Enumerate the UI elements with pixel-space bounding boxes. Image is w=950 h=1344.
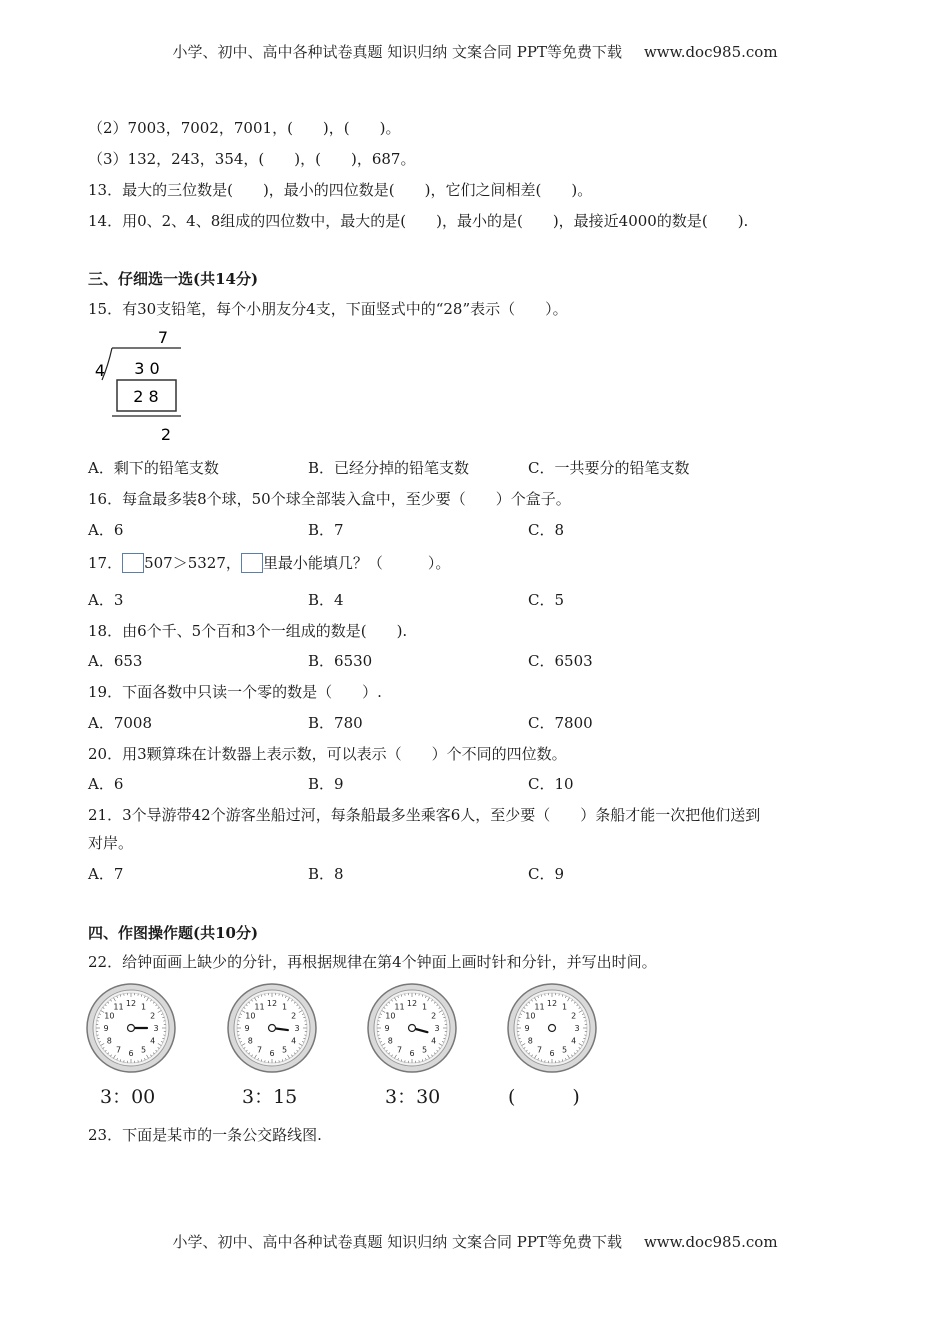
clock-number: 9 xyxy=(384,1024,390,1033)
clock-number: 8 xyxy=(527,1036,533,1046)
q18-option-a[interactable]: A．653 xyxy=(88,652,143,670)
page-header xyxy=(0,41,950,62)
q19-option-a[interactable]: A．7008 xyxy=(88,714,153,732)
q15-option-a[interactable]: A．剩下的铅笔支数 xyxy=(88,459,219,477)
section-3-title: 三、仔细选一选(共14分) xyxy=(88,270,259,288)
clock-number: 6 xyxy=(409,1049,415,1058)
clock-number: 2 xyxy=(291,1011,297,1021)
q20-option-a[interactable]: A．6 xyxy=(88,775,124,793)
clock-face-2 xyxy=(224,980,320,1076)
clock-number: 9 xyxy=(103,1024,109,1033)
question-13: 13．最大的三位数是( )，最小的四位数是( )，它们之间相差( )。 xyxy=(88,181,593,199)
question-23-stem: 23．下面是某市的一条公交路线图. xyxy=(88,1126,322,1144)
page-footer xyxy=(0,1231,950,1252)
q17-option-b[interactable]: B．4 xyxy=(308,591,344,609)
clock-number: 8 xyxy=(106,1036,112,1046)
clock-number: 12 xyxy=(406,999,418,1008)
clock-number: 10 xyxy=(245,1011,256,1021)
clock-number: 12 xyxy=(125,999,137,1008)
q17-blank-box-ref xyxy=(241,553,263,573)
q21-option-b[interactable]: B．8 xyxy=(308,865,344,883)
question-15-stem: 15．有30支铅笔，每个小朋友分4支，下面竖式中的“28”表示（ ）。 xyxy=(88,300,568,318)
clock-face-1 xyxy=(83,980,179,1076)
clock-center-pin xyxy=(269,1025,276,1032)
q18-option-c[interactable]: C．6503 xyxy=(528,652,593,670)
question-16-stem: 16．每盒最多装8个球，50个球全部装入盒中，至少要（ ）个盒子。 xyxy=(88,490,571,508)
question-18-stem: 18．由6个千、5个百和3个一组成的数是( ). xyxy=(88,622,408,640)
question-22-stem: 22．给钟面画上缺少的分针，再根据规律在第4个钟面上画时针和分针，并写出时间。 xyxy=(88,953,657,971)
clock-number: 6 xyxy=(128,1049,134,1058)
clock-number: 3 xyxy=(434,1024,440,1033)
q21-option-a[interactable]: A．7 xyxy=(88,865,124,883)
clock-face-4[interactable] xyxy=(504,980,600,1076)
clock-number: 1 xyxy=(421,1002,428,1012)
q17-prefix: 17． xyxy=(88,554,123,572)
clock-number: 7 xyxy=(536,1045,543,1055)
q19-option-c[interactable]: C．7800 xyxy=(528,714,593,732)
clock-number: 6 xyxy=(549,1049,555,1058)
q17-suffix: 里最小能填几？（ ）。 xyxy=(262,554,451,572)
clock-face-3 xyxy=(364,980,460,1076)
q19-option-b[interactable]: B．780 xyxy=(308,714,363,732)
clock-number: 7 xyxy=(115,1045,122,1055)
question-12-3: （3）132，243，354，( )，( )，687。 xyxy=(88,150,416,168)
clock-4-answer-blank[interactable]: ( ) xyxy=(508,1086,580,1108)
clock-number: 11 xyxy=(534,1002,545,1012)
clock-center-pin xyxy=(549,1025,556,1032)
clock-number: 9 xyxy=(524,1024,530,1033)
clock-number: 10 xyxy=(525,1011,536,1021)
q20-option-b[interactable]: B．9 xyxy=(308,775,344,793)
question-17-stem xyxy=(88,552,450,573)
clock-number: 5 xyxy=(561,1045,568,1055)
division-divisor: 4 xyxy=(94,361,106,380)
clock-2-caption: 3：15 xyxy=(242,1086,298,1108)
clock-number: 6 xyxy=(269,1049,275,1058)
clock-number: 7 xyxy=(256,1045,263,1055)
division-dividend: 3 0 xyxy=(134,359,160,378)
clock-number: 1 xyxy=(561,1002,568,1012)
clock-3-caption: 3：30 xyxy=(385,1086,441,1108)
q20-option-c[interactable]: C．10 xyxy=(528,775,574,793)
clock-number: 3 xyxy=(294,1024,300,1033)
clock-number: 1 xyxy=(281,1002,288,1012)
clock-number: 1 xyxy=(140,1002,147,1012)
division-remainder: 2 xyxy=(160,425,172,444)
question-12-2: （2）7003，7002，7001，( )，( )。 xyxy=(88,119,401,137)
clock-number: 8 xyxy=(247,1036,253,1046)
clock-number: 7 xyxy=(396,1045,403,1055)
clock-number: 4 xyxy=(431,1036,437,1046)
q17-blank-box[interactable] xyxy=(122,553,144,573)
clock-number: 2 xyxy=(571,1011,577,1021)
clock-center-pin xyxy=(128,1025,135,1032)
q17-mid: 507＞5327， xyxy=(144,554,241,572)
question-14: 14．用0、2、4、8组成的四位数中，最大的是( )，最小的是( )，最接近4000的数是( ). xyxy=(88,212,749,230)
q15-option-b[interactable]: B．已经分掉的铅笔支数 xyxy=(308,459,470,477)
clock-number: 11 xyxy=(394,1002,405,1012)
clock-number: 11 xyxy=(113,1002,124,1012)
footer-text: 小学、初中、高中各种试卷真题 知识归纳 文案合同 PPT等免费下载 xyxy=(172,1233,622,1251)
clock-number: 3 xyxy=(153,1024,159,1033)
clock-center-pin xyxy=(409,1025,416,1032)
header-site: www.doc985.com xyxy=(643,43,778,61)
question-21-stem: 21．3个导游带42个游客坐船过河，每条船最多坐乘客6人，至少要（ ）条船才能一次把他们送到 xyxy=(88,806,761,824)
question-19-stem: 19．下面各数中只读一个零的数是（ ）. xyxy=(88,683,382,701)
q18-option-b[interactable]: B．6530 xyxy=(308,652,373,670)
division-quotient: 7 xyxy=(157,328,169,347)
header-text: 小学、初中、高中各种试卷真题 知识归纳 文案合同 PPT等免费下载 xyxy=(172,43,622,61)
q21-option-c[interactable]: C．9 xyxy=(528,865,565,883)
clock-number: 2 xyxy=(150,1011,156,1021)
q17-option-a[interactable]: A．3 xyxy=(88,591,124,609)
q17-option-c[interactable]: C．5 xyxy=(528,591,565,609)
clock-number: 10 xyxy=(104,1011,115,1021)
clock-number: 9 xyxy=(244,1024,250,1033)
clock-number: 2 xyxy=(431,1011,437,1021)
clock-number: 5 xyxy=(140,1045,147,1055)
q16-option-c[interactable]: C．8 xyxy=(528,521,565,539)
division-product: 2 8 xyxy=(133,387,159,406)
clock-number: 3 xyxy=(574,1024,580,1033)
clock-number: 5 xyxy=(281,1045,288,1055)
clock-number: 5 xyxy=(421,1045,428,1055)
long-division-figure xyxy=(88,326,198,448)
question-20-stem: 20．用3颗算珠在计数器上表示数，可以表示（ ）个不同的四位数。 xyxy=(88,745,567,763)
clock-number: 8 xyxy=(387,1036,393,1046)
clock-number: 4 xyxy=(150,1036,156,1046)
q16-option-a[interactable]: A．6 xyxy=(88,521,124,539)
question-21-stem-cont: 对岸。 xyxy=(88,834,134,852)
clock-number: 10 xyxy=(385,1011,396,1021)
clock-number: 4 xyxy=(291,1036,297,1046)
section-4-title: 四、作图操作题(共10分) xyxy=(88,924,259,942)
clock-number: 4 xyxy=(571,1036,577,1046)
clock-number: 12 xyxy=(266,999,278,1008)
clock-1-caption: 3：00 xyxy=(100,1086,156,1108)
footer-site: www.doc985.com xyxy=(643,1233,778,1251)
clock-number: 12 xyxy=(546,999,558,1008)
q16-option-b[interactable]: B．7 xyxy=(308,521,344,539)
q15-option-c[interactable]: C．一共要分的铅笔支数 xyxy=(528,459,690,477)
clock-number: 11 xyxy=(254,1002,265,1012)
